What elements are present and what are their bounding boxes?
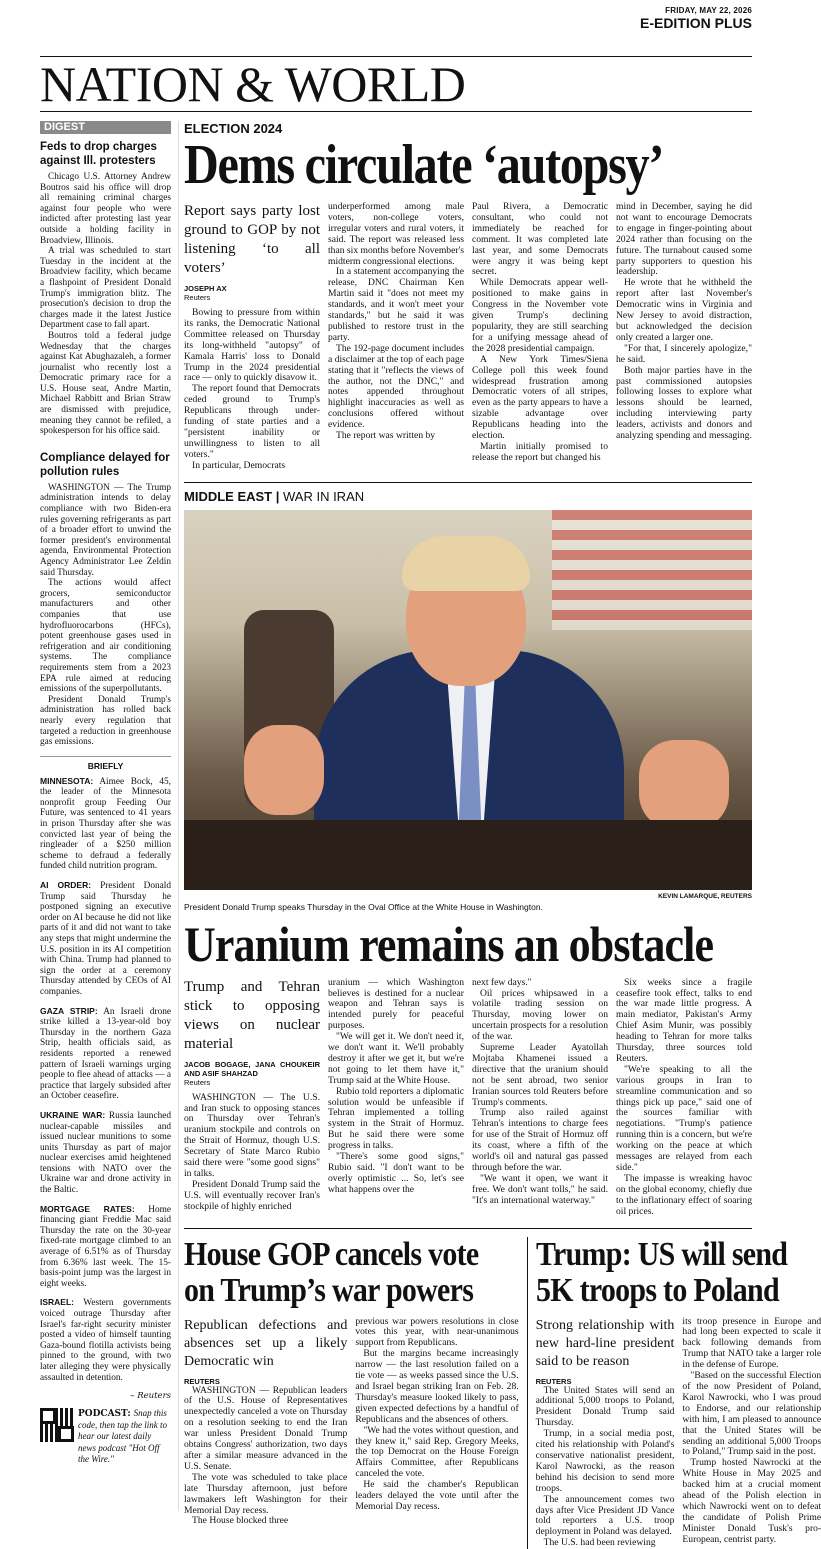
body-paragraph: The report found that Democrats ceded ground to Trump's Republicans through under-funding of state parties and a "persistent inability or unwillingness to listen to all voters." (184, 383, 320, 460)
body-paragraph: The announcement comes two days after Vice President JD Vance told reporters a U.S. troop deployment in Poland was delayed. (535, 1493, 675, 1538)
mideast-column-4 (616, 978, 752, 1218)
mideast-headline: Uranium remains an obstacle (184, 915, 714, 972)
lead-column-4 (616, 202, 752, 472)
brief-item (40, 1110, 171, 1196)
body-paragraph: Bowing to pressure from within its ranks, the Democratic National Committee released on Thursday its long-withheld "autopsy" of Kamala Harris' loss to Donald Trump in the 2024 presidential race — only to quickly disavow it. (184, 307, 320, 384)
brief-text: Aimee Bock, 45, the leader of the Minnesota nonprofit group Feeding Our Future, was sentenced to 41 years in prison Thursday after she was convicted last year of being the ringleader of a $250 million scheme to defraud a federally funded child nutrition program. (40, 776, 171, 872)
house-headline-line-2: on Trump’s war powers (184, 1271, 474, 1309)
digest-credit: – Reuters (130, 1391, 171, 1402)
lead-kicker: ELECTION 2024 (184, 121, 283, 136)
digest-paragraph: WASHINGTON — The Trump administration intends to delay compliance with two Biden-era rules governing refrigerants as part of a broader effort to unwind the former president's environmental agenda, Environmental Protection Agency Administrator Lee Zeldin said Thursday. (40, 482, 171, 578)
photo-credit: KEVIN LAMARQUE, REUTERS (658, 892, 752, 900)
body-paragraph: "We want it open, we want it free. We don't want tolls," he said. "It's an international waterway." (472, 1172, 608, 1206)
body-paragraph: mind in December, saying he did not want to encourage Democrats to engage in finger-pointing about 2024 rather than focusing on the future. The turnabout caused some party supporters to question his leadership. (616, 201, 752, 278)
body-paragraph: previous war powers resolutions in close votes this year, with near-unanimous support from Republicans. (355, 1315, 519, 1349)
mideast-column-3 (472, 978, 608, 1218)
poland-headline-line-2: 5K troops to Poland (535, 1271, 779, 1309)
brief-text: President Donald Trump said Thursday he postponed signing an executive order on AI because he did not like parts of it and did not want to take any steps that might undermine the U.S. position in its AI competition with China. Trump had planned to sign the order at a ceremony Thursday attended by CEOs of AI companies. (40, 881, 172, 997)
body-paragraph: He wrote that he withheld the report after last November's Democratic wins in Virginia and New Jersey to avoid distraction, but acknowledged the decision only created a larger one. (616, 277, 752, 343)
digest-paragraph: President Donald Trump's administration has rolled back nearly every regulation that targeted a reduction in greenhouse gas emissions. (40, 694, 171, 748)
lead-deck: Report says party lost ground to GOP by not listening ‘to all voters’ (184, 203, 320, 276)
digest-paragraph: A trial was scheduled to start Tuesday in the incident at the Broadview facility, which became a flashpoint of President Donald Trump's immigration blitz. The prosecution's decision to drop the charges made it the latest Justice Department case to fall apart. (40, 246, 171, 331)
body-paragraph: Both major parties have in the past commissioned autopsies following losses to explore what lessons should be learned, including interviewing party leaders, activists and donors and analyzing spending and messaging. (616, 364, 752, 442)
digest-paragraph: Chicago U.S. Attorney Andrew Boutros said his office will drop all remaining criminal charges against four people who were indicted after protesting last year outside a holding facility in Broadview, Illinois. (40, 172, 171, 246)
brief-label: AI ORDER: (40, 880, 92, 891)
body-paragraph: Trump also railed against Tehran's intentions to charge fees for use of the Strait of Hormuz off its coast, where a fifth of the world's oil and natural gas passed through before the war. (472, 1107, 608, 1173)
body-paragraph: The United States will send an additional 5,000 troops to Poland, President Donald Trump said Thursday. (535, 1384, 675, 1429)
body-paragraph: The impasse is wreaking havoc on the global economy, chiefly due to the inflationary effect of soaring oil prices. (616, 1172, 752, 1217)
body-paragraph: Paul Rivera, a Democratic consultant, who could not immediately be reached for comment. It was completed late last year, and some Democrats were angry it was being kept secret. (472, 201, 608, 278)
poland-column-1 (536, 1317, 675, 1549)
body-paragraph: "Based on the successful Election of the now President of Poland, Karol Nawrocki, who I was proud to Endorse, and our relationship with him, I am pleased to announce that the United States will be sending an additional 5,000 Troops to Poland," Trump said in the post. (682, 1370, 821, 1458)
body-paragraph: The House blocked three (192, 1515, 289, 1527)
brief-item (40, 1297, 171, 1383)
bottom-stories (184, 1235, 821, 1549)
section-divider (184, 1228, 752, 1229)
house-column-2 (355, 1317, 518, 1528)
digest-headline-1: Feds to drop charges against Ill. protesters (40, 141, 157, 167)
body-paragraph: next few days." (472, 976, 532, 988)
house-column-1 (184, 1317, 347, 1528)
issue-date: FRIDAY, MAY 22, 2026 (665, 6, 752, 15)
body-paragraph: Six weeks since a fragile ceasefire took effect, talks to end the war made little progress. A main mediator, Pakistan's Army Chief Asim Munir, was possibly heading to Tehran for more talks Thursday, three sources told Reuters. (616, 976, 752, 1064)
body-paragraph: President Donald Trump said the U.S. will eventually recover Iran's stockpile of highly enriched (184, 1178, 320, 1212)
body-paragraph: The vote was scheduled to take place late Thursday afternoon, just before lawmakers left Washington for their Memorial Day recess. (184, 1471, 348, 1516)
body-paragraph: He said the chamber's Republican leaders delayed the vote until after the Memorial Day recess. (355, 1479, 519, 1512)
mideast-column-2 (328, 978, 464, 1218)
lead-headline: Dems circulate ‘autopsy’ (184, 134, 664, 196)
house-headline-line-1: House GOP cancels vote (184, 1235, 479, 1273)
body-paragraph: "We're speaking to all the various groups in Iran to streamline communication and so things pick up pace," said one of the sources familiar with negotiations. "Trump's patience running thin is a concern, but we're working on the peace at which messages are relayed from each side." (616, 1063, 752, 1173)
mideast-kicker-sub: WAR IN IRAN (283, 488, 365, 504)
brief-text: An Israeli drone strike killed a 13-year-old boy Thursday in the northern Gaza Strip, health officials said, as residents reported a renewed pattern of Israeli warnings urging people to flee ahead of attacks — a practice that largely subsided after an October ceasefire. (40, 1006, 171, 1102)
brief-text: Russia launched nuclear-capable missiles and issued nuclear munitions to some units Thursday as part of major nuclear exercises amid heightened tensions with NATO over the Ukraine war and drone activity in the Baltic. (40, 1110, 172, 1196)
brief-label: GAZA STRIP: (40, 1005, 98, 1016)
body-paragraph: Rubio told reporters a diplomatic solution would be unfeasible if Tehran implemented a tolling system in the Strait of Hormuz. But he said there were some progress in talks. (328, 1085, 464, 1152)
house-story (184, 1237, 528, 1549)
edition-label: E-EDITION PLUS (639, 15, 752, 31)
body-paragraph: Martin initially promised to release the report but changed his (472, 440, 608, 463)
mideast-deck: Trump and Tehran stick to opposing views on nuclear material (184, 978, 320, 1052)
brief-text: Western governments voiced outrage Thursday after Israel's far-right security minister posted a video of himself taunting Gaza-bound flotilla activists being pinned to the ground, with two later alleging they were physically assaulted in detention. (40, 1298, 172, 1383)
lead-column-1 (184, 202, 320, 472)
body-paragraph: But the margins became increasingly narrow — the last resolution failed on a tie vote — as weeks passed since the U.S. and Israel began striking Iran on Feb. 28. Thursday's measure looked likely to pass, given expected defections by a handful of Republicans and the absences of others. (355, 1348, 519, 1425)
body-paragraph: While Democrats appear well-positioned to make gains in Congress in the November vote given Trump's declining popularity, they are still searching for a unifying message ahead of the 2028 presidential campaign. (472, 277, 608, 354)
mideast-kicker-main: MIDDLE EAST (184, 488, 273, 504)
brief-label: MORTGAGE RATES: (40, 1203, 135, 1214)
digest-sidebar (40, 121, 171, 1466)
mideast-kicker: MIDDLE EAST | WAR IN IRAN (184, 488, 365, 504)
digest-headline-2: Compliance delayed for pollution rules (40, 451, 170, 478)
body-paragraph: The U.S. had been reviewing (543, 1537, 656, 1549)
briefly-label: BRIEFLY (40, 756, 171, 772)
mideast-column-1 (184, 978, 320, 1218)
body-paragraph: "We will get it. We don't need it, we don't want it. We'll probably destroy it after we get it, but we're not going to let them have it," Trump said at the White House. (328, 1031, 464, 1086)
body-paragraph: Trump hosted Nawrocki at the White House in May 2025 and backed him at a crucial moment ahead of the Polish election in which Nawrocki went on to defeat the candidate of Polish Prime Minister Donald Tusk's pro-European, centrist party. (682, 1457, 821, 1545)
brief-item (40, 880, 171, 998)
photo-caption: President Donald Trump speaks Thursday in the Oval Office at the White House in Washington. (184, 901, 543, 912)
poland-story (528, 1237, 821, 1549)
mideast-story-columns (184, 978, 752, 1218)
section-title: NATION & WORLD (40, 56, 466, 112)
mideast-agency: Reuters (184, 1077, 211, 1087)
lead-story-columns (184, 202, 752, 472)
section-rule (40, 111, 752, 112)
news-photo (184, 510, 752, 890)
body-paragraph: The report was written by (336, 430, 436, 442)
house-deck: Republican defections and absences set up a likely Democratic win (184, 1317, 348, 1369)
poland-column-2 (682, 1317, 821, 1549)
body-paragraph: "For that, I sincerely apologize," he said. (616, 342, 752, 365)
brief-label: ISRAEL: (40, 1297, 74, 1308)
digest-tag: DIGEST (40, 121, 171, 134)
lead-byline: JOSEPH AX (184, 284, 227, 293)
body-paragraph: "We had the votes without question, and they knew it," said Rep. Gregory Meeks, the top Democrat on the House Foreign Affairs Committee, after Republicans canceled the vote. (355, 1424, 519, 1480)
body-paragraph: The 192-page document includes a disclaimer at the top of each page stating that it "reflects the views of the author, not the DNC," and notes appended throughout highlight inaccuracies as well as conclusions offered without evidence. (328, 342, 464, 431)
poland-headline-line-1: Trump: US will send (535, 1235, 787, 1273)
qr-code-icon[interactable] (40, 1408, 74, 1442)
body-paragraph: A New York Times/Siena College poll this week found widespread frustration among Democratic voters of all stripes, even as the party appears to have a sizable advantage over Republicans heading into the election. (472, 353, 608, 442)
podcast-promo (40, 1408, 171, 1466)
body-paragraph: WASHINGTON — Republican leaders of the U.S. House of Representatives unexpectedly canceled a vote on Thursday on a resolution seeking to end the Iran war unless President Donald Trump obtains Congress' authorization, two days after a similar measure advanced in the U.S. Senate. (184, 1384, 348, 1472)
brief-item (40, 776, 171, 872)
digest-paragraph: The actions would affect grocers, semiconductor manufacturers and other companies that use hydrofluorocarbons (HFCs), potent greenhouse gases used in refrigeration and air conditioning systems. The compliance requirements stem from a 2023 EPA rule aimed at reducing emissions of the superpollutants. (40, 578, 171, 695)
house-agency: REUTERS (184, 1376, 220, 1386)
body-paragraph: WASHINGTON — The U.S. and Iran stuck to opposing stances on Thursday over Tehran's uranium stockpile and controls on the Strait of Hormuz, though U.S. Secretary of State Marco Rubio said there were "some good signs" in talks. (184, 1091, 320, 1179)
mideast-byline: JACOB BOGAGE, JANA CHOUKEIR AND ASIF SHAHZAD (184, 1059, 320, 1078)
main-content (184, 121, 821, 1549)
brief-label: UKRAINE WAR: (40, 1109, 106, 1120)
body-paragraph: uranium — which Washington believes is destined for a nuclear weapon and Tehran says is intended purely for peaceful purposes. (328, 976, 464, 1032)
poland-deck: Strong relationship with new hard-line president said to be reason (535, 1317, 675, 1369)
brief-label: MINNESOTA: (40, 775, 94, 786)
section-divider (184, 482, 752, 483)
lead-column-2 (328, 202, 464, 472)
body-paragraph: "There's some good signs," Rubio said. "I don't want to be overly optimistic ... So, let's see what happens over the (328, 1151, 464, 1195)
body-paragraph: Supreme Leader Ayatollah Mojtaba Khamenei issued a directive that the uranium should not be sent abroad, two senior Iranian sources told Reuters before Trump's comments. (472, 1042, 608, 1108)
lead-agency: Reuters (184, 293, 211, 302)
column-divider (178, 121, 179, 1511)
brief-item (40, 1204, 171, 1290)
brief-item (40, 1006, 171, 1102)
masthead-topbar (40, 6, 752, 34)
body-paragraph: Oil prices whipsawed in a volatile trading session on Thursday, moving lower on uncertain prospects for a resolution of the war. (472, 987, 608, 1043)
body-paragraph: In particular, Democrats (192, 459, 286, 471)
brief-text: Home financing giant Freddie Mac said Thursday the rate on the 30-year fixed-rate mortgage climbed to an average of 6.51% as of Thursday from 6.36% last week. The 15-basis-point jump was the largest in eight weeks. (40, 1204, 171, 1289)
digest-paragraph: Boutros told a federal judge Wednesday that the charges against Kat Abughazaleh, a former journalist who recently lost a Democratic primary race for a U.S. House seat, Andre Martin, Michael Rabbitt and Brian Straw are dismissed with prejudice, meaning they cannot be refiled, a spokesperson for his office said. (40, 330, 171, 437)
poland-agency: REUTERS (535, 1376, 572, 1386)
podcast-text: Snap this code, then tap the link to hear our latest daily news podcast "Hot Off the Wire." (78, 1408, 167, 1465)
lead-column-3 (472, 202, 608, 472)
body-paragraph: underperformed among male voters, non-college voters, irregular voters and rural voters, it said. The report was released less than six months before November's midterm congressional elections. (328, 201, 465, 267)
body-paragraph: Trump, in a social media post, cited his relationship with Poland's conservative nationalist president, Karol Nawrocki, as the reason behind his decision to send more troops. (535, 1428, 675, 1494)
body-paragraph: In a statement accompanying the release, DNC Chairman Ken Martin said it "does not meet my standards, and it won't meet your standards," but he said it was published to restore trust in the party. (328, 266, 464, 343)
podcast-label: PODCAST: (78, 1409, 131, 1420)
body-paragraph: its troop presence in Europe and had long been expected to scale it back following demands from Trump that NATO take a larger role in the defense of Europe. (682, 1315, 821, 1371)
